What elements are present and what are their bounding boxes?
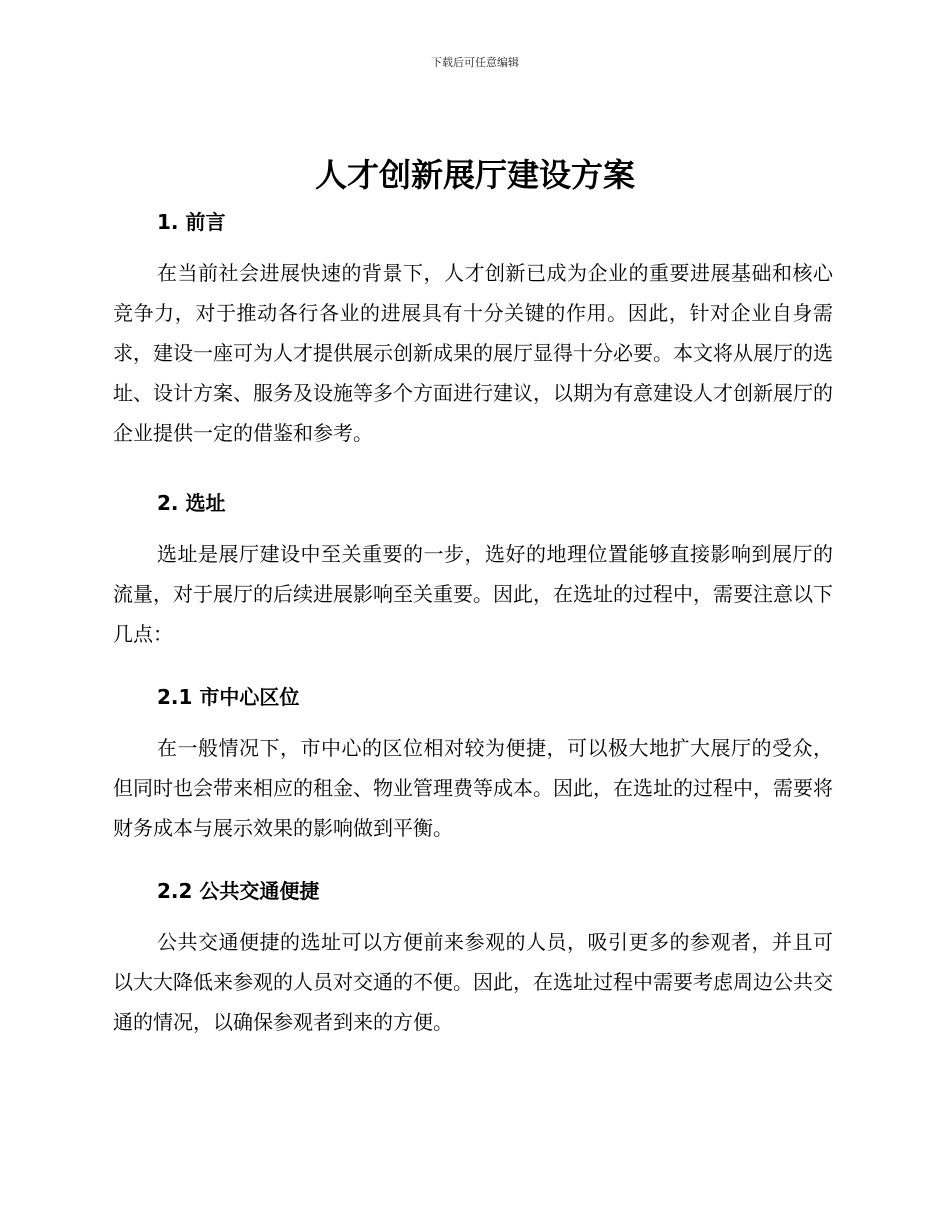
section-paragraph-public-transport: 公共交通便捷的选址可以方便前来参观的人员，吸引更多的参观者，并且可以大大降低来参观的人员对交通的不便。因此，在选址过程中需要考虑周边公共交通的情况，以确保参观者到来的方便。 <box>113 930 833 1034</box>
section-heading-public-transport: 2.2 公共交通便捷 <box>157 879 320 903</box>
section-paragraph-city-center: 在一般情况下，市中心的区位相对较为便捷，可以极大地扩大展厅的受众，但同时也会带来相应的租金、物业管理费等成本。因此，在选址的过程中，需要将财务成本与展示效果的影响做到平衡。 <box>113 736 833 840</box>
document-title: 人才创新展厅建设方案 <box>314 156 635 194</box>
section-heading-site: 2. 选址 <box>157 491 226 515</box>
section-heading-city-center: 2.1 市中心区位 <box>157 685 300 709</box>
header-note: 下载后可任意编辑 <box>431 56 519 69</box>
section-paragraph-preface: 在当前社会进展快速的背景下，人才创新已成为企业的重要进展基础和核心竞争力，对于推动各行各业的进展具有十分关键的作用。因此，针对企业自身需求，建设一座可为人才提供展示创新成果的展厅显得十分必要。本文将从展厅的选址、设计方案、服务及设施等多个方面进行建议，以期为有意建设人才创新展厅的企业提供一定的借鉴和参考。 <box>113 261 833 445</box>
section-paragraph-site: 选址是展厅建设中至关重要的一步，选好的地理位置能够直接影响到展厅的流量，对于展厅的后续进展影响至关重要。因此，在选址的过程中，需要注意以下几点： <box>113 542 833 646</box>
section-heading-preface: 1. 前言 <box>157 210 226 234</box>
